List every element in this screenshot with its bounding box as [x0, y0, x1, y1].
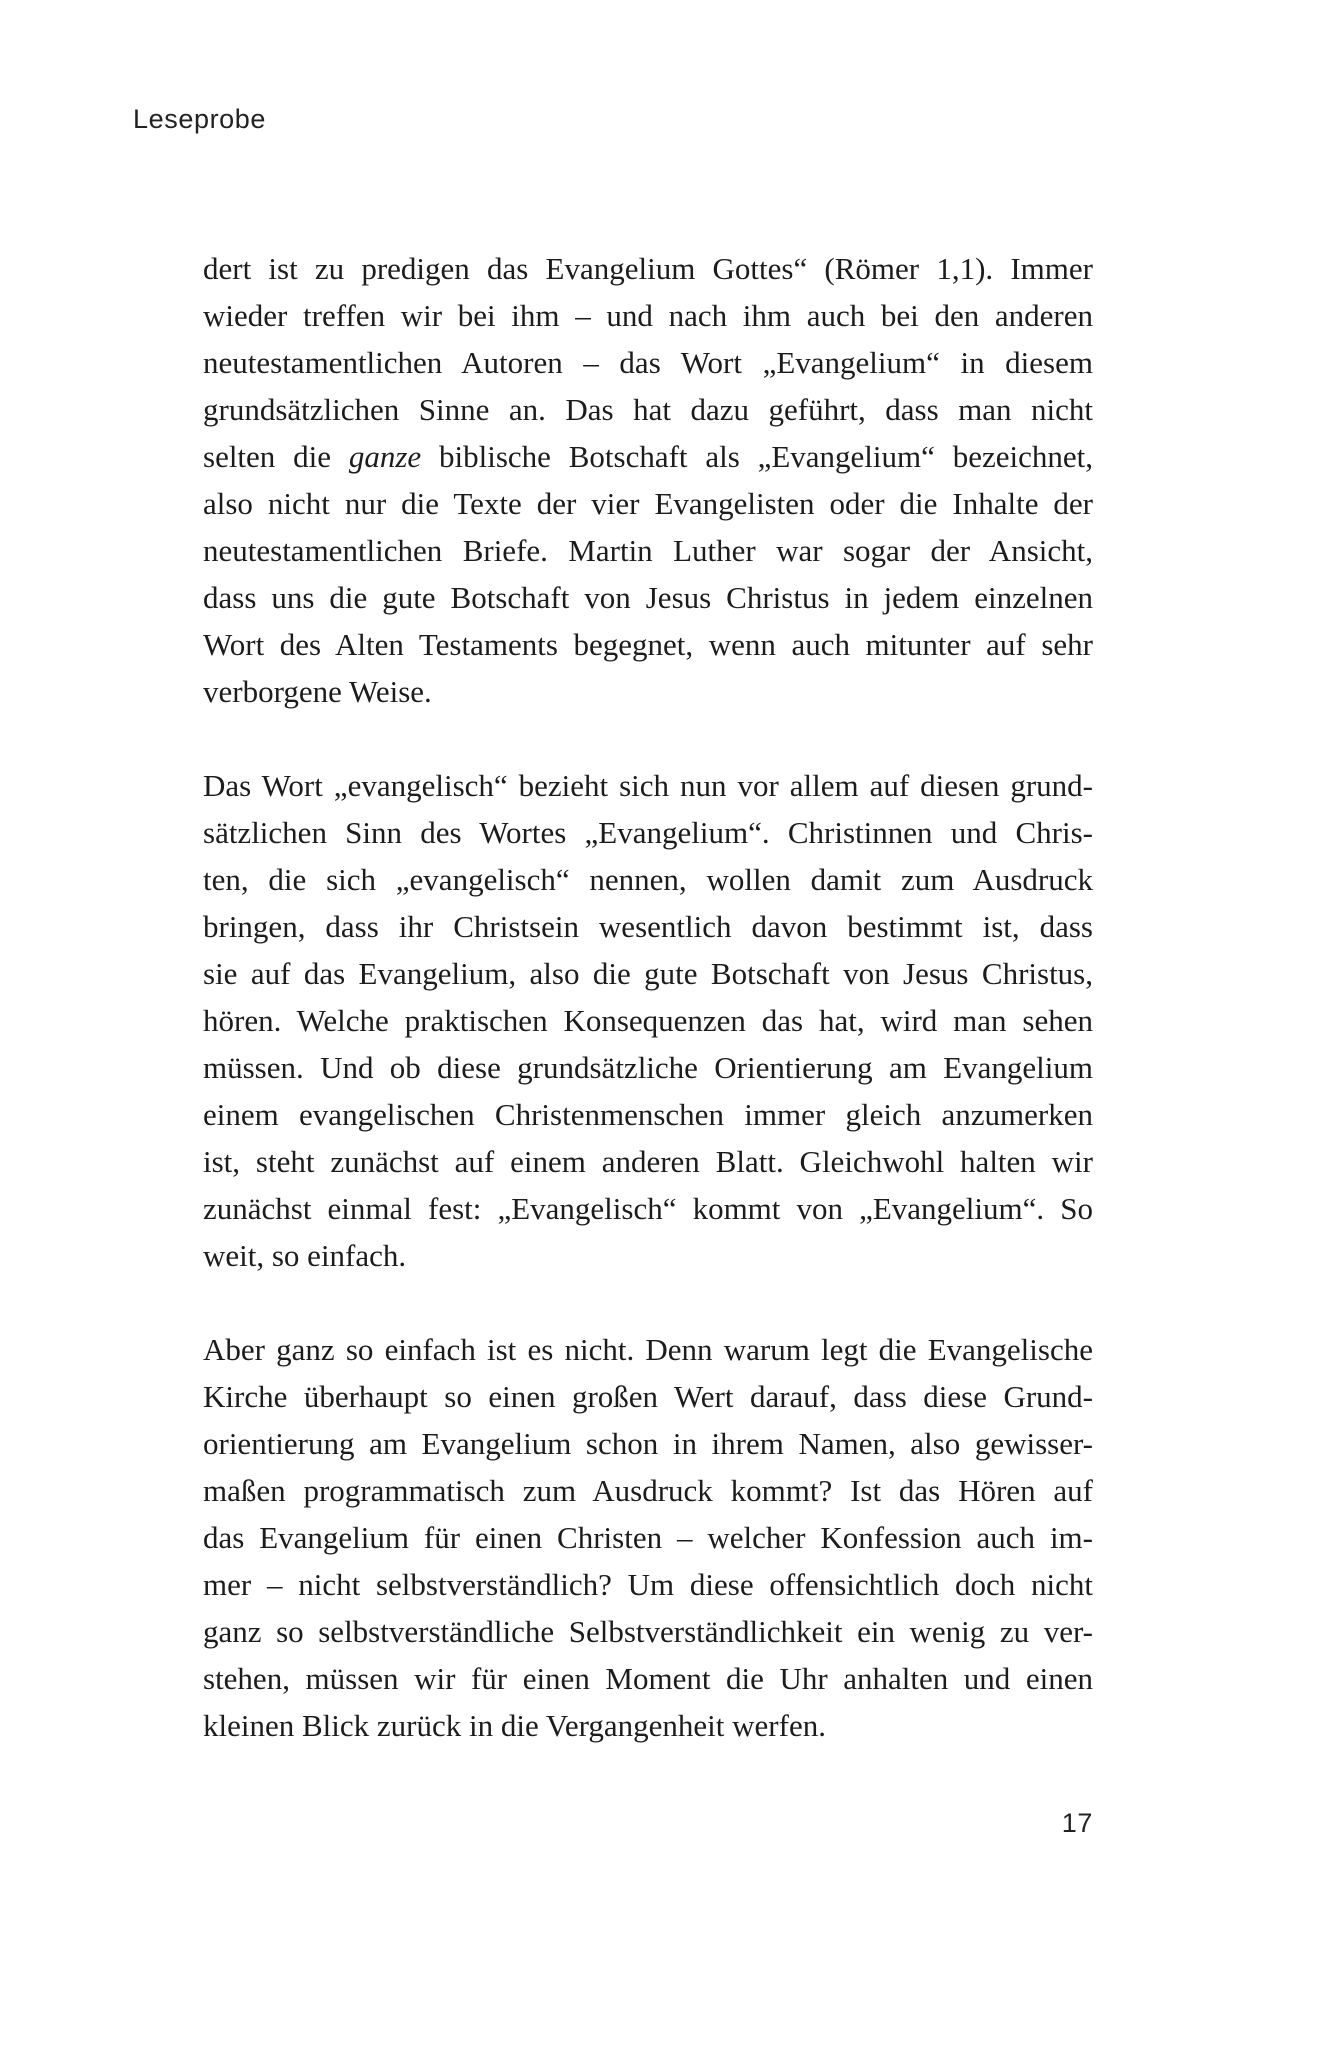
- text-line: verborgene Weise.: [203, 674, 432, 709]
- text-line: [203, 433, 1093, 480]
- paragraph-1: [203, 245, 1093, 715]
- page-number: 17: [1061, 1808, 1093, 1838]
- text-line: grundsätzlichen Sinne an. Das hat dazu geführt, dass man nicht: [203, 392, 1093, 427]
- text-line: Wort des Alten Testaments begegnet, wenn auch mitunter auf sehr: [203, 627, 1093, 662]
- text-segment: biblische Botschaft als „Evangelium“ bezeichnet,: [421, 439, 1094, 474]
- paragraph-3: [203, 1326, 1093, 1749]
- text-line: das Evangelium für einen Christen – welcher Konfession auch im-: [203, 1520, 1093, 1555]
- paragraph-2: [203, 762, 1093, 1279]
- text-line: bringen, dass ihr Christsein wesentlich davon bestimmt ist, dass: [203, 909, 1093, 944]
- text-line: ganz so selbstverständliche Selbstverständlichkeit ein wenig zu ver-: [203, 1614, 1093, 1649]
- text-line: müssen. Und ob diese grundsätzliche Orientierung am Evangelium: [203, 1050, 1093, 1085]
- text-line: neutestamentlichen Autoren – das Wort „Evangelium“ in diesem: [203, 345, 1093, 380]
- text-line: kleinen Blick zurück in die Vergangenheit werfen.: [203, 1708, 826, 1743]
- text-line: hören. Welche praktischen Konsequenzen das hat, wird man sehen: [203, 1003, 1093, 1038]
- body-text: [203, 245, 1093, 1749]
- text-line: sätzlichen Sinn des Wortes „Evangelium“. Christinnen und Chris-: [203, 815, 1093, 850]
- text-line: mer – nicht selbstverständlich? Um diese offensichtlich doch nicht: [203, 1567, 1093, 1602]
- text-line: sie auf das Evangelium, also die gute Botschaft von Jesus Christus,: [203, 956, 1093, 991]
- text-line: dass uns die gute Botschaft von Jesus Christus in jedem einzelnen: [203, 580, 1093, 615]
- text-line: Das Wort „evangelisch“ bezieht sich nun vor allem auf diesen grund-: [203, 768, 1093, 803]
- text-line: Kirche überhaupt so einen großen Wert darauf, dass diese Grund-: [203, 1379, 1093, 1414]
- text-segment: selten die: [203, 439, 349, 474]
- text-line: also nicht nur die Texte der vier Evangelisten oder die Inhalte der: [203, 486, 1093, 521]
- text-line: maßen programmatisch zum Ausdruck kommt? Ist das Hören auf: [203, 1473, 1093, 1508]
- running-head: Leseprobe: [133, 104, 267, 134]
- text-line: dert ist zu predigen das Evangelium Gottes“ (Römer 1,1). Immer: [203, 251, 1093, 286]
- text-line: einem evangelischen Christenmenschen immer gleich anzumerken: [203, 1097, 1093, 1132]
- text-line: wieder treffen wir bei ihm – und nach ihm auch bei den anderen: [203, 298, 1093, 333]
- text-line: neutestamentlichen Briefe. Martin Luther war sogar der Ansicht,: [203, 533, 1093, 568]
- text-line: zunächst einmal fest: „Evangelisch“ kommt von „Evangelium“. So: [203, 1191, 1093, 1226]
- text-line: ist, steht zunächst auf einem anderen Blatt. Gleichwohl halten wir: [203, 1144, 1093, 1179]
- text-line: ten, die sich „evangelisch“ nennen, wollen damit zum Ausdruck: [203, 862, 1093, 897]
- text-line: Aber ganz so einfach ist es nicht. Denn warum legt die Evangelische: [203, 1332, 1093, 1367]
- text-line: stehen, müssen wir für einen Moment die Uhr anhalten und einen: [203, 1661, 1093, 1696]
- text-line: weit, so einfach.: [203, 1238, 407, 1273]
- emphasized-word: ganze: [348, 439, 422, 474]
- text-line: orientierung am Evangelium schon in ihrem Namen, also gewisser-: [203, 1426, 1093, 1461]
